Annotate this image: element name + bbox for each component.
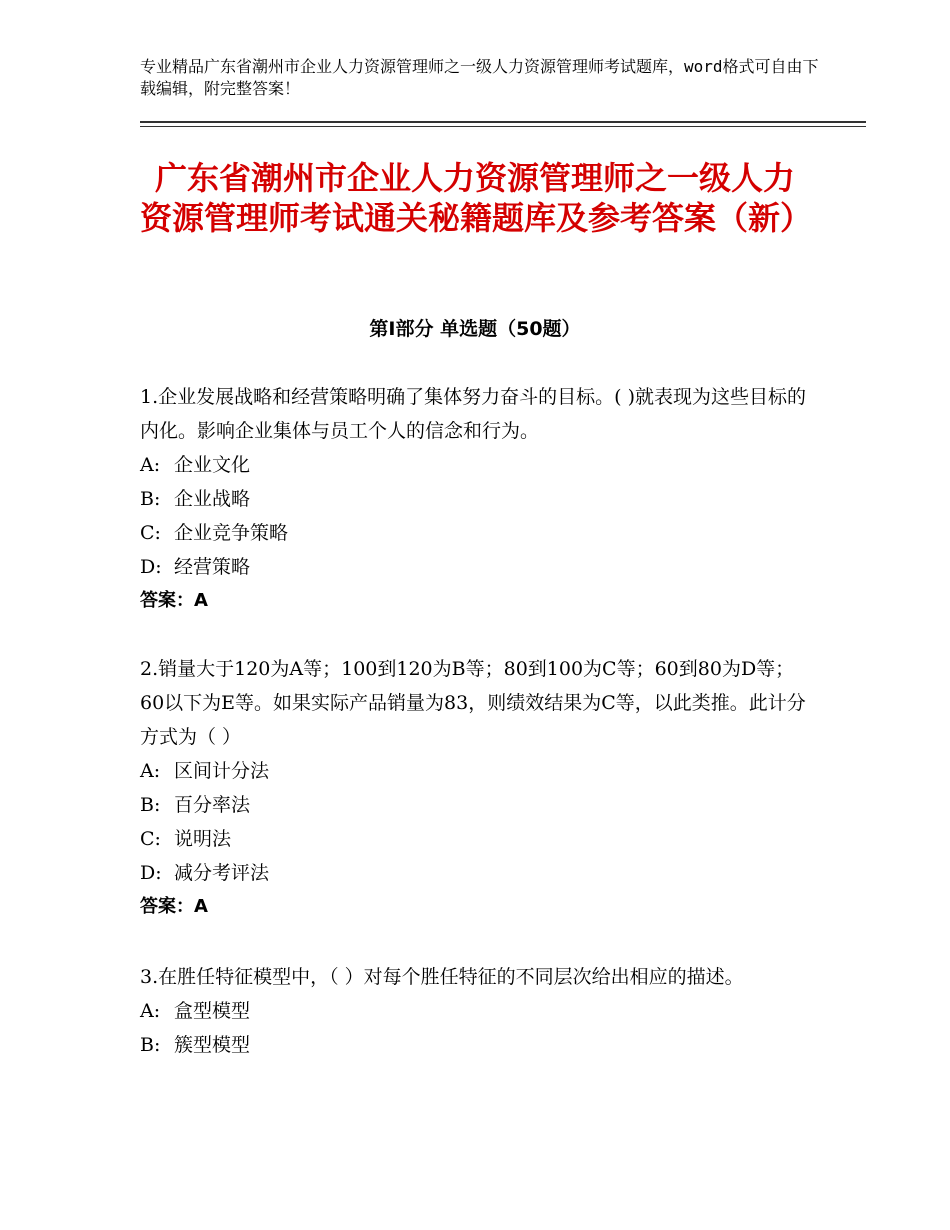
question-1 [140, 380, 812, 618]
option-c [140, 516, 812, 550]
option-letter: A: [140, 454, 161, 476]
option-text: 盒型模型 [174, 1000, 251, 1022]
option-a [140, 994, 812, 1028]
option-d [140, 550, 812, 584]
option-letter: B: [140, 488, 161, 510]
question-2 [140, 652, 812, 924]
option-b [140, 788, 812, 822]
option-c [140, 822, 812, 856]
option-letter: D: [140, 862, 162, 884]
option-text: 企业竞争策略 [174, 522, 289, 544]
section-title: 第Ⅰ部分 单选题（50题） [369, 318, 581, 340]
option-text: 经营策略 [174, 556, 251, 578]
question-3 [140, 960, 812, 1062]
option-b [140, 1028, 812, 1062]
option-d [140, 856, 812, 890]
option-text: 簇型模型 [174, 1034, 251, 1056]
question-stem: 1.企业发展战略和经营策略明确了集体努力奋斗的目标。( )就表现为这些目标的内化。影响企业集体与员工个人的信念和行为。 [140, 386, 806, 442]
option-letter: B: [140, 1034, 161, 1056]
question-stem: 2.销量大于120为A等；100到120为B等；80到100为C等；60到80为D等；60以下为E等。如果实际产品销量为83，则绩效结果为C等，以此类推。此计分方式为（ ） [140, 658, 806, 748]
option-a [140, 754, 812, 788]
option-letter: C: [140, 828, 161, 850]
option-letter: D: [140, 556, 162, 578]
header-rule-thick [140, 121, 866, 123]
option-letter: A: [140, 1000, 161, 1022]
option-text: 说明法 [174, 828, 232, 850]
option-letter: B: [140, 794, 161, 816]
option-b [140, 482, 812, 516]
option-text: 企业战略 [174, 488, 251, 510]
option-letter: A: [140, 760, 161, 782]
header-rule-thin [140, 126, 866, 127]
answer-label: 答案：A [140, 590, 208, 611]
question-stem: 3.在胜任特征模型中，（ ）对每个胜任特征的不同层次给出相应的描述。 [140, 966, 744, 988]
option-a [140, 448, 812, 482]
answer-label: 答案：A [140, 896, 208, 917]
option-text: 区间计分法 [174, 760, 270, 782]
option-text: 百分率法 [174, 794, 251, 816]
option-text: 企业文化 [174, 454, 251, 476]
option-text: 减分考评法 [174, 862, 270, 884]
document-title: 广东省潮州市企业人力资源管理师之一级人力资源管理师考试通关秘籍题库及参考答案（新） [140, 159, 813, 237]
header-note: 专业精品广东省潮州市企业人力资源管理师之一级人力资源管理师考试题库，word格式可自由下载编辑，附完整答案！ [140, 57, 819, 98]
option-letter: C: [140, 522, 161, 544]
